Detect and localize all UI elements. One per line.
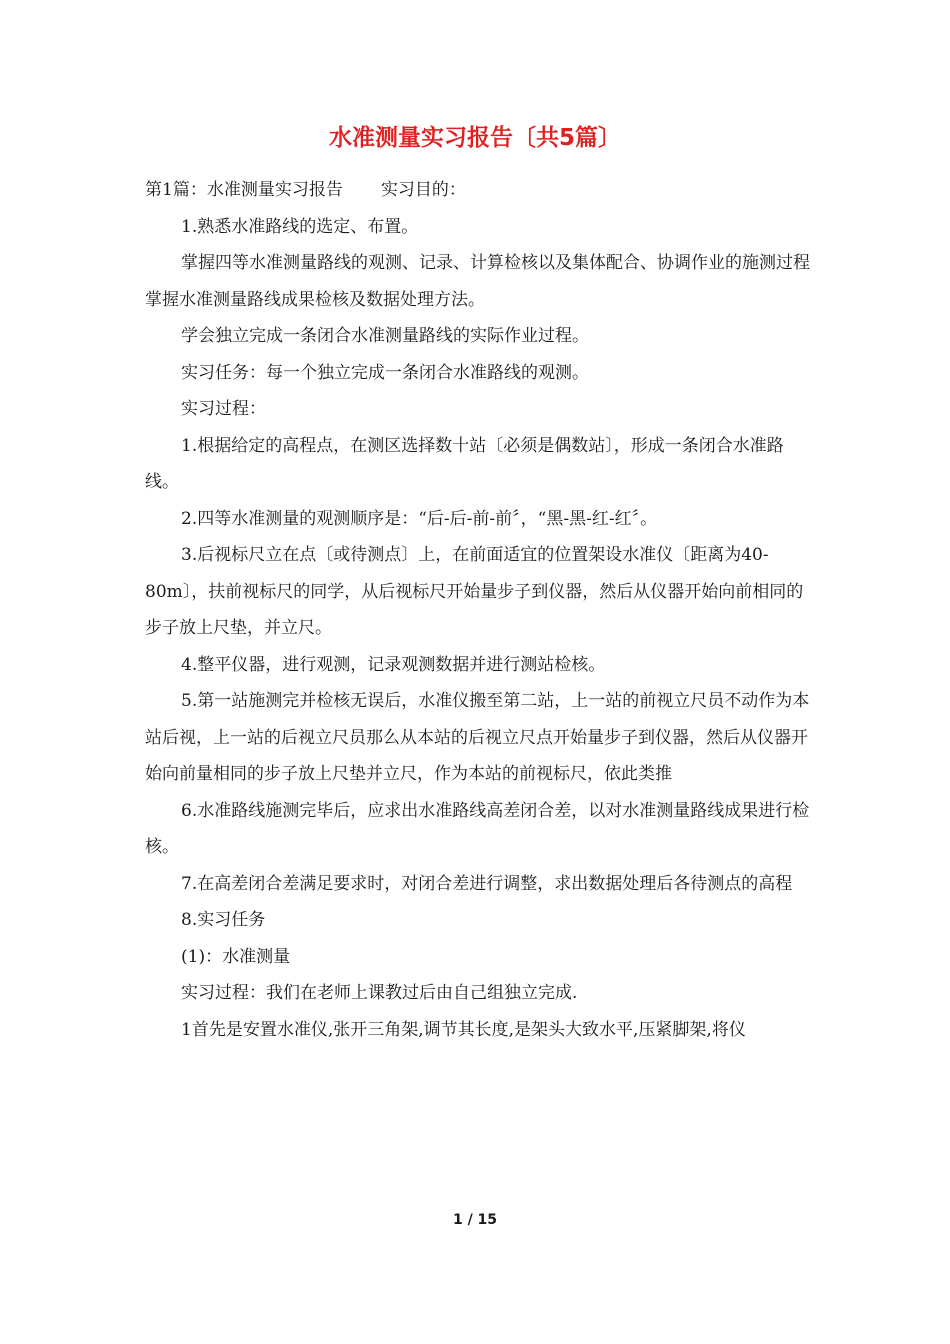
paragraph: 实习任务：每一个独立完成一条闭合水准路线的观测。 [181, 362, 589, 383]
paragraph: 8.实习任务 [181, 910, 266, 930]
intro-line [145, 172, 817, 209]
paragraph: 实习过程：我们在老师上课教过后由自己组独立完成. [181, 983, 578, 1003]
paragraph: (1)：水准测量 [181, 946, 291, 967]
paragraph: 4.整平仪器，进行观测，记录观测数据并进行测站检核。 [181, 654, 606, 675]
part-heading: 第1篇：水准测量实习报告 [145, 180, 343, 200]
paragraph: 2.四等水准测量的观测顺序是：“后-后-前-前〞，“黑-黑-红-红〞。 [181, 508, 658, 529]
paragraph: 7.在高差闭合差满足要求时，对闭合差进行调整，求出数据处理后各待测点的高程 [181, 873, 793, 894]
paragraph: 3.后视标尺立在点〔或待测点〕上，在前面适宜的位置架设水准仪〔距离为40-80m〕，扶前视标尺的同学，从后视标尺开始量步子到仪器，然后从仪器开始向前相同的步子放上尺垫，并立尺。 [145, 545, 804, 638]
paragraph: 学会独立完成一条闭合水准测量路线的实际作业过程。 [181, 326, 589, 346]
paragraph: 掌握四等水准测量路线的观测、记录、计算检核以及集体配合、协调作业的施测过程掌握水准测量路线成果检核及数据处理方法。 [145, 253, 810, 310]
purpose-heading: 实习目的： [380, 180, 466, 200]
paragraph: 实习过程： [181, 399, 266, 419]
page-number: 1 / 15 [452, 1212, 498, 1228]
paragraph: 1.根据给定的高程点，在测区选择数十站〔必须是偶数站〕，形成一条闭合水准路线。 [145, 435, 784, 492]
paragraph: 6.水准路线施测完毕后，应求出水准路线高差闭合差，以对水准测量路线成果进行检核。 [145, 800, 810, 857]
paragraph: 1首先是安置水准仪,张开三角架,调节其长度,是架头大致水平,压紧脚架,将仪 [181, 1019, 746, 1040]
paragraph: 5.第一站施测完并检核无误后，水准仪搬至第二站，上一站的前视立尺员不动作为本站后视，上一站的后视立尺员那么从本站的后视立尺点开始量步子到仪器，然后从仪器开始向前量相同的步子放上尺垫并立尺，作为本站的前视标尺，依此类推 [145, 691, 810, 784]
document-body [145, 172, 817, 1048]
paragraph: 1.熟悉水准路线的选定、布置。 [181, 216, 419, 237]
page-title: 水准测量实习报告〔共5篇〕 [328, 125, 621, 151]
